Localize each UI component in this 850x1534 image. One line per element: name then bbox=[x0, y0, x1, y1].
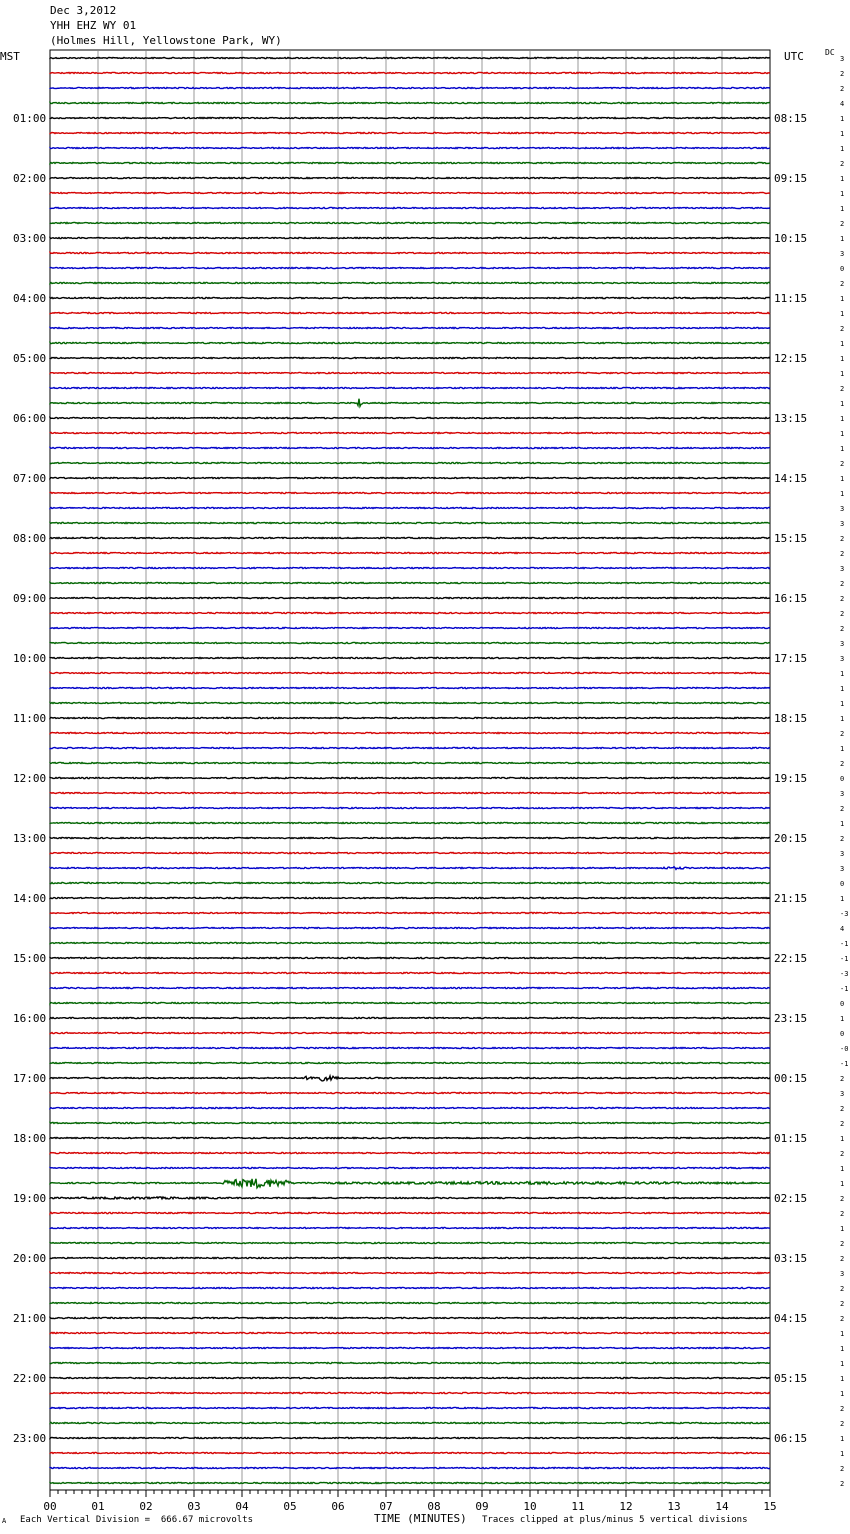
dc-offset-label: -3 bbox=[840, 910, 849, 918]
utc-hour-label: 19:15 bbox=[774, 772, 808, 785]
trace-line bbox=[50, 1032, 770, 1033]
dc-offset-label: 2 bbox=[840, 1315, 845, 1323]
mst-hour-label: 11:00 bbox=[13, 712, 47, 725]
dc-offset-label: 1 bbox=[840, 490, 845, 498]
trace-line bbox=[50, 1437, 770, 1438]
mst-hour-label: 02:00 bbox=[13, 172, 47, 185]
mst-hour-label: 15:00 bbox=[13, 952, 47, 965]
mst-hour-label: 10:00 bbox=[13, 652, 47, 665]
trace-line bbox=[50, 822, 770, 823]
x-tick-label: 00 bbox=[43, 1500, 57, 1513]
x-axis-title: TIME (MINUTES) bbox=[374, 1512, 467, 1525]
record-date: Dec 3,2012 bbox=[50, 4, 117, 17]
trace-line bbox=[50, 1377, 770, 1378]
dc-offset-label: 2 bbox=[840, 1465, 845, 1473]
trace-line bbox=[50, 1332, 770, 1333]
trace-line bbox=[50, 957, 770, 958]
dc-offset-label: -1 bbox=[840, 1060, 849, 1068]
dc-offset-label: 1 bbox=[840, 1345, 845, 1353]
trace-line bbox=[50, 1287, 770, 1288]
mst-hour-label: 13:00 bbox=[13, 832, 47, 845]
trace-line bbox=[50, 222, 770, 223]
trace-line bbox=[50, 1227, 770, 1228]
utc-hour-label: 15:15 bbox=[774, 532, 808, 545]
trace-line bbox=[50, 942, 770, 943]
dc-offset-label: 2 bbox=[840, 1150, 845, 1158]
x-tick-label: 10 bbox=[523, 1500, 537, 1513]
dc-offset-label: 1 bbox=[840, 400, 845, 408]
dc-offset-label: 2 bbox=[840, 220, 845, 228]
trace-line bbox=[50, 1107, 770, 1108]
station-code: YHH EHZ WY 01 bbox=[50, 19, 137, 32]
dc-offset-label: 1 bbox=[840, 415, 845, 423]
trace-line bbox=[50, 987, 770, 988]
trace-line bbox=[50, 312, 770, 313]
utc-hour-label: 09:15 bbox=[774, 172, 808, 185]
dc-offset-label: 3 bbox=[840, 1090, 845, 1098]
dc-offset-label: 1 bbox=[840, 715, 845, 723]
trace-line bbox=[50, 267, 770, 268]
dc-offset-label: -1 bbox=[840, 955, 849, 963]
trace-line bbox=[50, 1362, 770, 1363]
corner-mark: A bbox=[2, 1517, 7, 1525]
trace-line bbox=[50, 1257, 770, 1258]
mst-hour-label: 07:00 bbox=[13, 472, 47, 485]
dc-offset-label: 1 bbox=[840, 685, 845, 693]
trace-line bbox=[50, 132, 770, 133]
trace-line bbox=[50, 1302, 770, 1303]
trace-line bbox=[50, 327, 770, 328]
dc-offset-label: 2 bbox=[840, 1285, 845, 1293]
trace-line bbox=[50, 1272, 770, 1273]
dc-offset-label: 3 bbox=[840, 865, 845, 873]
trace-line bbox=[50, 1422, 770, 1423]
trace-line bbox=[50, 1467, 770, 1468]
x-tick-label: 05 bbox=[283, 1500, 297, 1513]
dc-offset-label: 3 bbox=[840, 1270, 845, 1278]
dc-offset-label: 2 bbox=[840, 1255, 845, 1263]
x-tick-label: 12 bbox=[619, 1500, 633, 1513]
x-tick-label: 01 bbox=[91, 1500, 105, 1513]
x-tick-label: 08 bbox=[427, 1500, 441, 1513]
x-tick-label: 04 bbox=[235, 1500, 249, 1513]
trace-line bbox=[50, 717, 770, 718]
trace-line bbox=[50, 357, 770, 358]
utc-hour-label: 02:15 bbox=[774, 1192, 808, 1205]
mst-hour-label: 19:00 bbox=[13, 1192, 47, 1205]
dc-offset-label: 1 bbox=[840, 145, 845, 153]
dc-offset-label: 2 bbox=[840, 85, 845, 93]
trace-line bbox=[50, 867, 770, 870]
mst-hour-label: 18:00 bbox=[13, 1132, 47, 1145]
trace-line bbox=[50, 792, 770, 793]
trace-line bbox=[50, 777, 770, 778]
x-tick-label: 03 bbox=[187, 1500, 201, 1513]
dc-offset-label: 1 bbox=[840, 310, 845, 318]
trace-line bbox=[50, 147, 770, 148]
trace-line bbox=[50, 507, 770, 508]
dc-offset-label: 2 bbox=[840, 610, 845, 618]
dc-offset-label: 4 bbox=[840, 925, 845, 933]
dc-offset-label: 2 bbox=[840, 730, 845, 738]
dc-offset-label: -0 bbox=[840, 1045, 849, 1053]
x-tick-label: 13 bbox=[667, 1500, 681, 1513]
trace-line bbox=[50, 162, 770, 163]
x-tick-label: 14 bbox=[715, 1500, 729, 1513]
mst-hour-label: 20:00 bbox=[13, 1252, 47, 1265]
mst-hour-label: 04:00 bbox=[13, 292, 47, 305]
dc-offset-label: 4 bbox=[840, 100, 845, 108]
trace-line bbox=[50, 642, 770, 643]
trace-line bbox=[50, 912, 770, 913]
dc-offset-label: 2 bbox=[840, 1195, 845, 1203]
dc-offset-label: 2 bbox=[840, 280, 845, 288]
mst-hour-label: 14:00 bbox=[13, 892, 47, 905]
trace-line bbox=[50, 1137, 770, 1138]
dc-offset-label: 1 bbox=[840, 370, 845, 378]
trace-line bbox=[50, 57, 770, 58]
utc-hour-label: 23:15 bbox=[774, 1012, 808, 1025]
trace-line bbox=[50, 432, 770, 433]
x-tick-label: 11 bbox=[571, 1500, 585, 1513]
utc-hour-label: 08:15 bbox=[774, 112, 808, 125]
trace-line bbox=[50, 762, 770, 763]
trace-line bbox=[50, 1407, 770, 1408]
trace-line bbox=[50, 477, 770, 478]
dc-offset-label: 3 bbox=[840, 850, 845, 858]
trace-line bbox=[50, 72, 770, 73]
trace-line bbox=[50, 597, 770, 598]
trace-line bbox=[50, 582, 770, 583]
trace-line bbox=[50, 612, 770, 613]
utc-hour-label: 12:15 bbox=[774, 352, 808, 365]
trace-line bbox=[50, 672, 770, 673]
dc-offset-label: 2 bbox=[840, 1210, 845, 1218]
dc-column-title: DC bbox=[825, 48, 835, 57]
utc-hour-label: 17:15 bbox=[774, 652, 808, 665]
trace-line bbox=[50, 627, 770, 628]
dc-offset-label: 1 bbox=[840, 235, 845, 243]
dc-offset-label: 1 bbox=[840, 895, 845, 903]
dc-offset-label: 1 bbox=[840, 1435, 845, 1443]
dc-offset-label: 3 bbox=[840, 505, 845, 513]
mst-hour-label: 06:00 bbox=[13, 412, 47, 425]
dc-offset-label: 3 bbox=[840, 565, 845, 573]
dc-offset-label: 2 bbox=[840, 1300, 845, 1308]
dc-offset-label: 2 bbox=[840, 760, 845, 768]
dc-offset-label: 1 bbox=[840, 1450, 845, 1458]
dc-offset-label: 3 bbox=[840, 790, 845, 798]
trace-line bbox=[50, 537, 770, 538]
dc-offset-label: 2 bbox=[840, 1420, 845, 1428]
trace-line bbox=[50, 1062, 770, 1063]
trace-line bbox=[50, 1076, 770, 1081]
mst-hour-label: 03:00 bbox=[13, 232, 47, 245]
dc-offset-label: 1 bbox=[840, 295, 845, 303]
station-location: (Holmes Hill, Yellowstone Park, WY) bbox=[50, 34, 282, 47]
utc-axis-title: UTC bbox=[784, 50, 804, 63]
dc-offset-label: 1 bbox=[840, 670, 845, 678]
dc-offset-label: 1 bbox=[840, 745, 845, 753]
trace-line bbox=[50, 282, 770, 283]
dc-offset-label: 0 bbox=[840, 880, 845, 888]
trace-line bbox=[50, 417, 770, 418]
mst-hour-label: 22:00 bbox=[13, 1372, 47, 1385]
utc-hour-label: 21:15 bbox=[774, 892, 808, 905]
dc-offset-label: -1 bbox=[840, 985, 849, 993]
trace-line bbox=[50, 492, 770, 493]
mst-axis-title: MST bbox=[0, 50, 20, 63]
dc-offset-label: 1 bbox=[840, 475, 845, 483]
dc-offset-label: 2 bbox=[840, 805, 845, 813]
dc-offset-label: 1 bbox=[840, 355, 845, 363]
dc-offset-label: 2 bbox=[840, 550, 845, 558]
trace-line bbox=[50, 1242, 770, 1243]
trace-line bbox=[50, 1317, 770, 1318]
trace-line bbox=[50, 372, 770, 373]
trace-line bbox=[50, 447, 770, 448]
trace-line bbox=[50, 87, 770, 88]
trace-line bbox=[50, 1482, 770, 1483]
trace-line bbox=[50, 1392, 770, 1393]
dc-offset-label: 1 bbox=[840, 205, 845, 213]
trace-line bbox=[50, 1197, 770, 1199]
trace-line bbox=[50, 972, 770, 973]
dc-offset-label: 2 bbox=[840, 1480, 845, 1488]
trace-line bbox=[50, 1047, 770, 1048]
utc-hour-label: 00:15 bbox=[774, 1072, 808, 1085]
trace-line bbox=[50, 1179, 770, 1188]
dc-offset-label: 1 bbox=[840, 700, 845, 708]
mst-hour-label: 08:00 bbox=[13, 532, 47, 545]
utc-hour-label: 03:15 bbox=[774, 1252, 808, 1265]
dc-offset-label: 0 bbox=[840, 1000, 845, 1008]
utc-hour-label: 11:15 bbox=[774, 292, 808, 305]
trace-line bbox=[50, 732, 770, 733]
trace-line bbox=[50, 837, 770, 838]
mst-hour-label: 01:00 bbox=[13, 112, 47, 125]
mst-hour-label: 12:00 bbox=[13, 772, 47, 785]
utc-hour-label: 05:15 bbox=[774, 1372, 808, 1385]
trace-line bbox=[50, 1122, 770, 1123]
dc-offset-label: 1 bbox=[840, 1330, 845, 1338]
trace-line bbox=[50, 552, 770, 553]
dc-offset-label: 3 bbox=[840, 520, 845, 528]
mst-hour-label: 23:00 bbox=[13, 1432, 47, 1445]
utc-hour-label: 04:15 bbox=[774, 1312, 808, 1325]
x-tick-label: 15 bbox=[763, 1500, 777, 1513]
utc-hour-label: 10:15 bbox=[774, 232, 808, 245]
trace-line bbox=[50, 897, 770, 898]
trace-line bbox=[50, 1092, 770, 1093]
dc-offset-label: 2 bbox=[840, 1405, 845, 1413]
mst-hour-label: 16:00 bbox=[13, 1012, 47, 1025]
dc-offset-label: 2 bbox=[840, 580, 845, 588]
dc-offset-label: 0 bbox=[840, 1030, 845, 1038]
mst-hour-label: 05:00 bbox=[13, 352, 47, 365]
utc-hour-label: 22:15 bbox=[774, 952, 808, 965]
trace-line bbox=[50, 1152, 770, 1153]
trace-line bbox=[50, 807, 770, 808]
x-tick-label: 06 bbox=[331, 1500, 345, 1513]
trace-line bbox=[50, 522, 770, 523]
dc-offset-label: -1 bbox=[840, 940, 849, 948]
trace-line bbox=[50, 657, 770, 658]
trace-line bbox=[50, 117, 770, 118]
vertical-scale-note: Each Vertical Division = 666.67 microvolts bbox=[20, 1515, 253, 1525]
dc-offset-label: 1 bbox=[840, 115, 845, 123]
dc-offset-label: 1 bbox=[840, 1390, 845, 1398]
trace-line bbox=[50, 192, 770, 193]
trace-line bbox=[50, 399, 770, 407]
dc-offset-label: 1 bbox=[840, 1135, 845, 1143]
trace-line bbox=[50, 177, 770, 178]
dc-offset-label: 1 bbox=[840, 130, 845, 138]
trace-line bbox=[50, 1167, 770, 1168]
dc-offset-label: 2 bbox=[840, 835, 845, 843]
trace-line bbox=[50, 927, 770, 928]
dc-offset-label: 1 bbox=[840, 1360, 845, 1368]
dc-offset-label: 2 bbox=[840, 325, 845, 333]
mst-hour-label: 21:00 bbox=[13, 1312, 47, 1325]
trace-line bbox=[50, 342, 770, 343]
dc-offset-label: 2 bbox=[840, 385, 845, 393]
dc-offset-label: 2 bbox=[840, 460, 845, 468]
dc-offset-label: 0 bbox=[840, 265, 845, 273]
dc-offset-label: 3 bbox=[840, 55, 845, 63]
dc-offset-label: 2 bbox=[840, 1105, 845, 1113]
dc-offset-label: 2 bbox=[840, 160, 845, 168]
dc-offset-label: 3 bbox=[840, 655, 845, 663]
trace-line bbox=[50, 237, 770, 238]
mst-hour-label: 17:00 bbox=[13, 1072, 47, 1085]
trace-line bbox=[50, 882, 770, 883]
dc-offset-label: 2 bbox=[840, 1240, 845, 1248]
utc-hour-label: 16:15 bbox=[774, 592, 808, 605]
dc-offset-label: 1 bbox=[840, 1015, 845, 1023]
dc-offset-label: 1 bbox=[840, 175, 845, 183]
trace-line bbox=[50, 297, 770, 298]
dc-offset-label: -3 bbox=[840, 970, 849, 978]
dc-offset-label: 2 bbox=[840, 595, 845, 603]
trace-line bbox=[50, 687, 770, 688]
utc-hour-label: 14:15 bbox=[774, 472, 808, 485]
trace-line bbox=[50, 207, 770, 208]
dc-offset-label: 1 bbox=[840, 1225, 845, 1233]
trace-line bbox=[50, 702, 770, 703]
trace-line bbox=[50, 567, 770, 568]
utc-hour-label: 13:15 bbox=[774, 412, 808, 425]
dc-offset-label: 3 bbox=[840, 250, 845, 258]
utc-hour-label: 18:15 bbox=[774, 712, 808, 725]
x-tick-label: 02 bbox=[139, 1500, 153, 1513]
trace-line bbox=[50, 1017, 770, 1018]
trace-line bbox=[50, 1452, 770, 1453]
dc-offset-label: 2 bbox=[840, 70, 845, 78]
trace-line bbox=[50, 387, 770, 388]
dc-offset-label: 1 bbox=[840, 445, 845, 453]
dc-offset-label: 2 bbox=[840, 1075, 845, 1083]
dc-offset-label: 1 bbox=[840, 1375, 845, 1383]
dc-offset-label: 1 bbox=[840, 340, 845, 348]
dc-offset-label: 1 bbox=[840, 1165, 845, 1173]
utc-hour-label: 20:15 bbox=[774, 832, 808, 845]
utc-hour-label: 06:15 bbox=[774, 1432, 808, 1445]
dc-offset-label: 0 bbox=[840, 775, 845, 783]
dc-offset-label: 2 bbox=[840, 535, 845, 543]
trace-line bbox=[50, 1212, 770, 1213]
trace-line bbox=[50, 252, 770, 253]
dc-offset-label: 2 bbox=[840, 1120, 845, 1128]
x-tick-label: 09 bbox=[475, 1500, 489, 1513]
trace-line bbox=[50, 747, 770, 748]
dc-offset-label: 1 bbox=[840, 1180, 845, 1188]
dc-offset-label: 2 bbox=[840, 625, 845, 633]
trace-line bbox=[50, 852, 770, 853]
dc-offset-label: 1 bbox=[840, 820, 845, 828]
utc-hour-label: 01:15 bbox=[774, 1132, 808, 1145]
dc-offset-label: 1 bbox=[840, 430, 845, 438]
mst-hour-label: 09:00 bbox=[13, 592, 47, 605]
trace-line bbox=[50, 462, 770, 463]
trace-line bbox=[50, 1347, 770, 1348]
dc-offset-label: 3 bbox=[840, 640, 845, 648]
trace-line bbox=[50, 102, 770, 103]
dc-offset-label: 1 bbox=[840, 190, 845, 198]
clip-note: Traces clipped at plus/minus 5 vertical divisions bbox=[482, 1515, 748, 1525]
x-tick-label: 07 bbox=[379, 1500, 393, 1513]
trace-line bbox=[50, 1002, 770, 1003]
